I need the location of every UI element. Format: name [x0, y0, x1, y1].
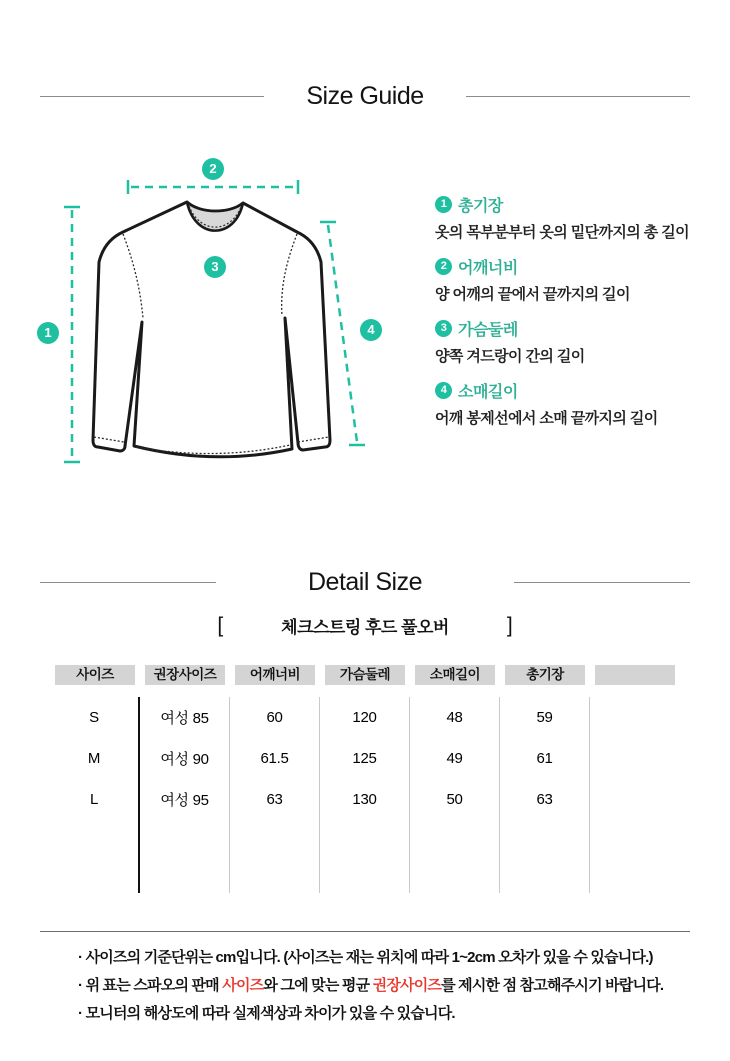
divider-line	[466, 96, 690, 97]
detail-size-title: Detail Size	[308, 567, 422, 596]
measure-marker-4: 4	[360, 319, 382, 341]
size-guide-section-header	[0, 80, 730, 112]
table-cell: 63	[536, 791, 553, 808]
note-line-2	[78, 972, 718, 1000]
col-header-empty	[595, 665, 675, 685]
table-col-sleeve	[410, 697, 500, 893]
measure-marker-1: 1	[37, 322, 59, 344]
measure-item-chest	[435, 317, 720, 366]
size-table-header-row	[0, 665, 730, 685]
col-header-rec-size: 권장사이즈	[145, 665, 225, 685]
note-highlight-rec-size: 권장사이즈	[372, 977, 442, 994]
table-cell: 여성 95	[160, 792, 209, 809]
note-line-1: · 사이즈의 기준단위는 cm입니다. (사이즈는 재는 위치에 따라 1~2cm 오차가 있을 수 있습니다.)	[78, 949, 653, 966]
table-cell: 49	[446, 750, 463, 767]
shirt-illustration-svg	[30, 150, 420, 485]
measure-desc: 양 어깨의 끝에서 끝까지의 길이	[435, 286, 630, 303]
table-cell: 125	[352, 750, 377, 767]
measure-item-sleeve-length	[435, 379, 720, 428]
table-cell: 120	[352, 709, 377, 726]
col-header-sleeve: 소매길이	[415, 665, 495, 685]
product-name: 체크스트링 후드 풀오버	[281, 618, 449, 637]
col-header-shoulder: 어깨너비	[235, 665, 315, 685]
table-cell: 60	[266, 709, 283, 726]
measure-marker-3: 3	[204, 256, 226, 278]
notes-divider-line	[40, 931, 690, 932]
col-header-size: 사이즈	[55, 665, 135, 685]
table-col-empty	[590, 697, 680, 893]
detail-size-section-header	[0, 566, 730, 598]
table-cell: L	[89, 791, 99, 808]
col-header-chest: 가슴둘레	[325, 665, 405, 685]
table-cell: S	[89, 709, 99, 726]
measure-item-total-length	[435, 193, 720, 242]
table-col-shoulder	[230, 697, 320, 893]
measure-label: 총기장	[458, 198, 503, 215]
measure-marker-2: 2	[202, 158, 224, 180]
table-cell: 63	[266, 791, 283, 808]
measure-label: 소매길이	[458, 384, 518, 401]
product-name-row	[0, 613, 730, 638]
number-2-icon: 2	[435, 258, 452, 275]
size-table-body	[50, 697, 680, 893]
table-col-size	[50, 697, 140, 893]
note-text: 와 그에 맞는 평균	[263, 977, 373, 994]
number-1-icon: 1	[435, 196, 452, 213]
number-3-icon: 3	[435, 320, 452, 337]
divider-line	[514, 582, 690, 583]
table-cell: 50	[446, 791, 463, 808]
table-cell: 여성 90	[160, 751, 209, 768]
measure-item-shoulder-width	[435, 255, 720, 304]
table-col-rec-size	[140, 697, 230, 893]
table-cell: 61.5	[260, 750, 289, 767]
table-cell: 여성 85	[160, 710, 209, 727]
close-bracket: ]	[506, 613, 513, 637]
divider-line	[40, 96, 264, 97]
table-cell: 130	[352, 791, 377, 808]
shirt-outline	[93, 202, 330, 457]
size-guide-title: Size Guide	[306, 81, 424, 110]
measure-label: 어깨너비	[458, 260, 518, 277]
col-header-length: 총기장	[505, 665, 585, 685]
measure-label: 가슴둘레	[458, 322, 518, 339]
note-text: · 위 표는 스파오의 판매	[78, 977, 223, 994]
number-4-icon: 4	[435, 382, 452, 399]
open-bracket: [	[217, 613, 224, 637]
divider-line	[40, 582, 216, 583]
table-cell: 59	[536, 709, 553, 726]
table-cell: 61	[536, 750, 553, 767]
footer-notes	[78, 944, 718, 1028]
note-text: 를 제시한 점 참고해주시기 바랍니다.	[441, 977, 664, 994]
measure-desc: 옷의 목부분부터 옷의 밑단까지의 총 길이	[435, 224, 689, 241]
shirt-measure-diagram	[30, 150, 420, 485]
note-line-3: · 모니터의 해상도에 따라 실제색상과 차이가 있을 수 있습니다.	[78, 1005, 455, 1022]
table-col-chest	[320, 697, 410, 893]
table-cell: M	[87, 750, 101, 767]
table-cell: 48	[446, 709, 463, 726]
note-highlight-size: 사이즈	[222, 977, 264, 994]
measure-desc: 양쪽 겨드랑이 간의 길이	[435, 348, 585, 365]
table-col-length	[500, 697, 590, 893]
measure-desc: 어깨 봉제선에서 소매 끝까지의 길이	[435, 410, 658, 427]
